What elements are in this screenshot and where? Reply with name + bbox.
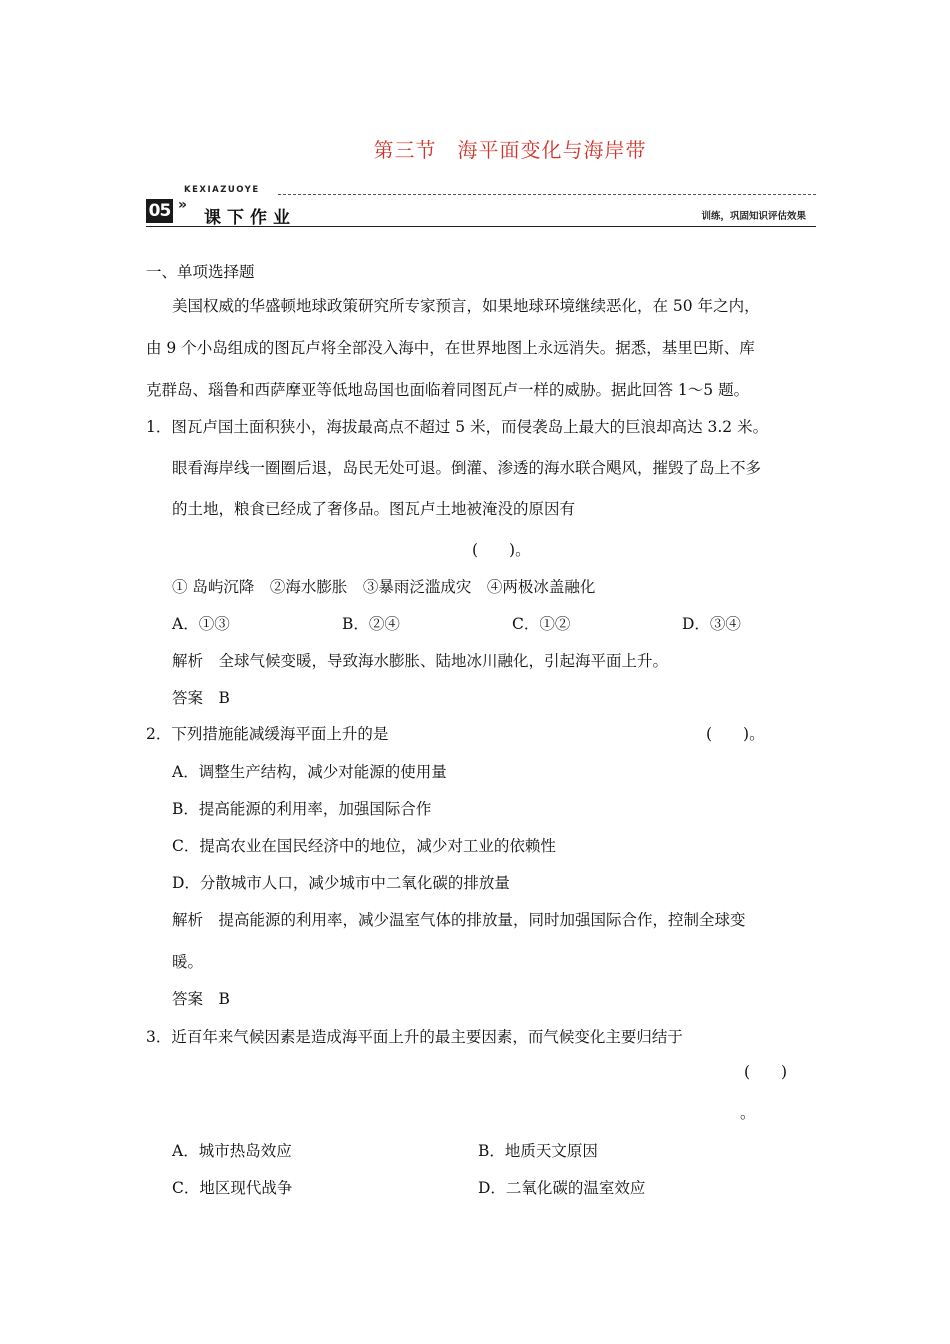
analysis: 解析 全球气候变暖，导致海水膨胀、陆地冰川融化，引起海平面上升。 bbox=[172, 652, 669, 670]
answer: 答案 B bbox=[172, 990, 230, 1008]
page-title: 第三节 海平面变化与海岸带 bbox=[373, 138, 647, 162]
option-d: D．二氧化碳的温室效应 bbox=[478, 1179, 646, 1197]
passage-line: 美国权威的华盛顿地球政策研究所专家预言，如果地球环境继续恶化，在 50 年之内， bbox=[172, 297, 760, 315]
banner-title: 课下作业 bbox=[204, 208, 296, 228]
passage-line: 克群岛、瑙鲁和西萨摩亚等低地岛国也面临着同图瓦卢一样的威胁。据此回答 1～5 题。 bbox=[146, 381, 750, 399]
banner-slogan: 训练，巩固知识评估效果 bbox=[701, 211, 806, 222]
question-3-stem: 3．近百年来气候因素是造成海平面上升的最主要因素，而气候变化主要归结于 bbox=[146, 1028, 683, 1046]
answer-bracket: ( )。 bbox=[706, 725, 765, 743]
option-b: B．②④ bbox=[342, 615, 400, 633]
banner-rule bbox=[146, 226, 816, 227]
question-3-period: 。 bbox=[740, 1104, 756, 1122]
option-c: C．地区现代战争 bbox=[172, 1179, 293, 1197]
answer-bracket: ( ) bbox=[744, 1063, 788, 1081]
chevron-right-icon: » bbox=[178, 197, 188, 213]
question-1-stem: 的土地，粮食已经成了奢侈品。图瓦卢土地被淹没的原因有 bbox=[172, 500, 576, 518]
question-2-stem: 2．下列措施能减缓海平面上升的是 bbox=[146, 725, 389, 743]
answer-bracket: ( )。 bbox=[472, 541, 531, 559]
option-a: A．城市热岛效应 bbox=[172, 1142, 292, 1160]
option-a: A．①③ bbox=[172, 615, 230, 633]
section-heading: 一、单项选择题 bbox=[146, 263, 255, 281]
passage-line: 由 9 个小岛组成的图瓦卢将全部没入海中，在世界地图上永远消失。据悉，基里巴斯、库 bbox=[146, 339, 755, 357]
option-a: A．调整生产结构，减少对能源的使用量 bbox=[172, 763, 447, 781]
banner-eyebrow: KEXIAZUOYE bbox=[184, 185, 260, 195]
option-b: B．地质天文原因 bbox=[478, 1142, 598, 1160]
option-c: C．提高农业在国民经济中的地位，减少对工业的依赖性 bbox=[172, 837, 556, 855]
question-1-items: ① 岛屿沉降 ②海水膨胀 ③暴雨泛滥成灾 ④两极冰盖融化 bbox=[172, 578, 596, 596]
question-1-stem: 1．图瓦卢国土面积狭小，海拔最高点不超过 5 米，而侵袭岛上最大的巨浪却高达 3.2 米。 bbox=[146, 418, 769, 436]
option-d: D．分散城市人口，减少城市中二氧化碳的排放量 bbox=[172, 874, 510, 892]
option-c: C．①② bbox=[512, 615, 571, 633]
analysis: 解析 提高能源的利用率，减少温室气体的排放量，同时加强国际合作，控制全球变 bbox=[172, 911, 746, 929]
analysis: 暖。 bbox=[172, 953, 204, 971]
option-b: B．提高能源的利用率，加强国际合作 bbox=[172, 800, 432, 818]
question-1-stem: 眼看海岸线一圈圈后退，岛民无处可退。倒灌、渗透的海水联合飓风，摧毁了岛上不多 bbox=[172, 459, 762, 477]
answer: 答案 B bbox=[172, 689, 230, 707]
banner-dotted-line bbox=[278, 194, 816, 195]
option-d: D．③④ bbox=[682, 615, 741, 633]
section-banner bbox=[146, 185, 816, 229]
banner-number: 05 bbox=[146, 199, 173, 223]
